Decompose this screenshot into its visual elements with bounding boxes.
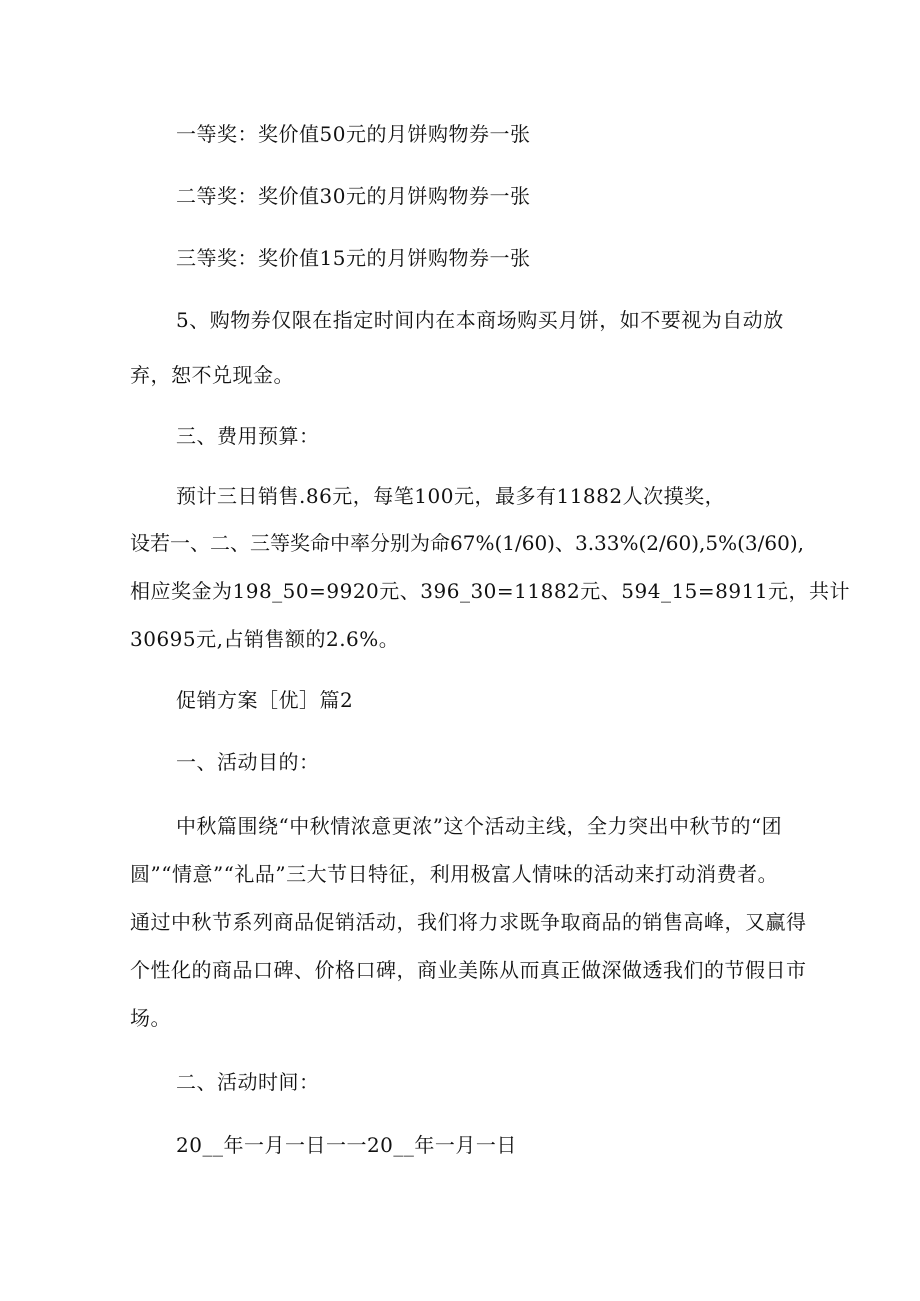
rule5-line1: 5、购物券仅限在指定时间内在本商场购买月饼，如不要视为自动放 [176, 308, 784, 332]
budget-heading: 三、费用预算： [176, 424, 320, 448]
plan2-title: 促销方案［优］篇2 [176, 688, 354, 712]
purpose-line3: 通过中秋节系列商品促销活动，我们将力求既争取商品的销售高峰，又赢得 [130, 910, 807, 934]
budget-line2: 设若一、二、三等奖命中率分别为命67%(1/60)、3.33%(2/60),5%(3/60), [130, 531, 804, 555]
prize-third: 三等奖：奖价值15元的月饼购物券一张 [176, 246, 531, 270]
purpose-heading: 一、活动目的： [176, 750, 320, 774]
purpose-line1: 中秋篇围绕“中秋情浓意更浓”这个活动主线，全力突出中秋节的“团 [176, 814, 783, 838]
prize-second: 二等奖：奖价值30元的月饼购物券一张 [176, 184, 531, 208]
purpose-line5: 场。 [130, 1006, 171, 1030]
time-value: 20__年一月一日一一20__年一月一日 [176, 1133, 517, 1157]
time-heading: 二、活动时间： [176, 1070, 320, 1094]
prize-first: 一等奖：奖价值50元的月饼购物券一张 [176, 122, 531, 146]
rule5-line2: 弃，恕不兑现金。 [130, 363, 294, 387]
budget-line3: 相应奖金为198_50=9920元、396_30=11882元、594_15=8911元，共计 [130, 579, 851, 603]
budget-line1: 预计三日销售.86元，每笔100元，最多有11882人次摸奖， [176, 484, 726, 508]
budget-line4: 30695元,占销售额的2.6%。 [130, 627, 400, 651]
purpose-line4: 个性化的商品口碑、价格口碑，商业美陈从而真正做深做透我们的节假日市 [130, 958, 807, 982]
purpose-line2: 圆”“情意”“礼品”三大节日特征，利用极富人情味的活动来打动消费者。 [130, 862, 779, 886]
